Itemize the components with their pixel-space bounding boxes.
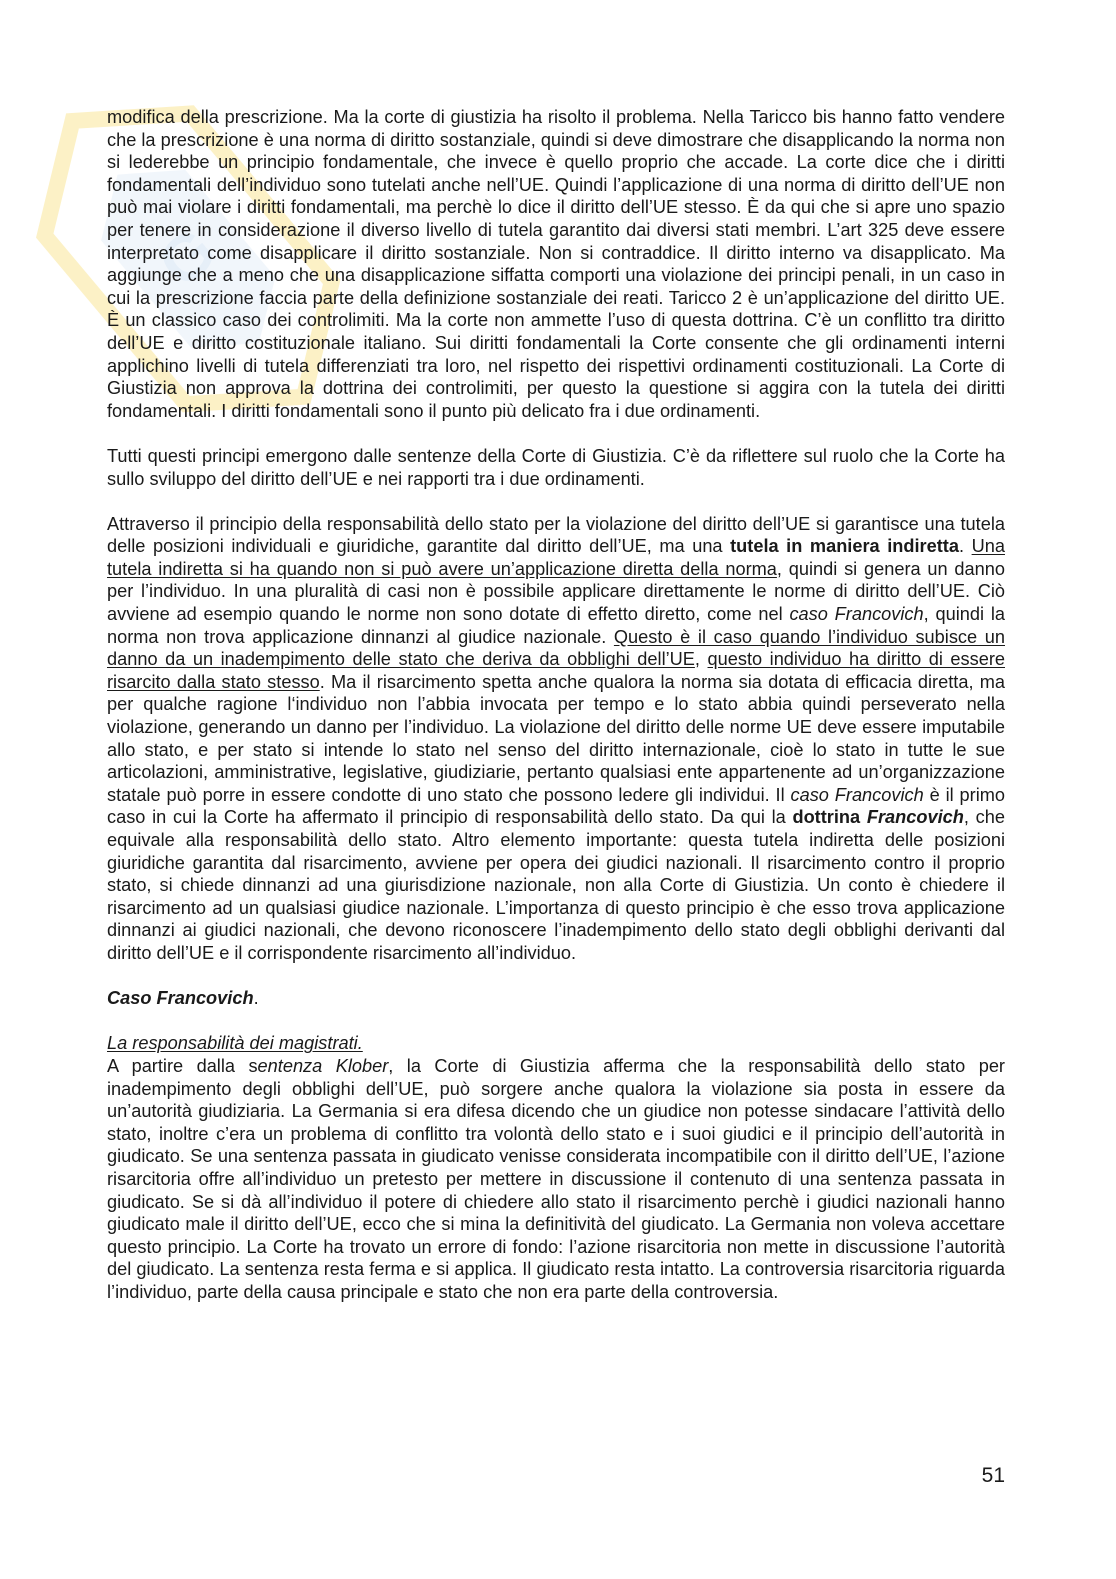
- text-run: .: [958, 536, 972, 557]
- text-run: , che equivale alla responsabilità dello stato. Altro elemento importante: questa tutela indiretta delle posizioni giuridiche garantita dal risarcimento, avviene per opera dei giudici nazionali. Il risarcimento contro il proprio stato, si chiede dinnanzi ad una giurisdizione nazionale, non alla Corte di Giustizia. Un conto è chiedere il risarcimento ad un qualsiasi giudice nazionale. L’importanza di questo principio è che esso trova applicazione dinnanzi ai giudici nazionali, che devono riconoscere l’inadempimento dello stato degli obblighi derivanti dal diritto dell’UE e il corrispondente risarcimento all’individuo.: [107, 807, 1005, 963]
- section-title-caso-francovich: [107, 987, 1005, 1010]
- document-page: [107, 106, 1005, 1303]
- text-run: A partire dalla s: [107, 1055, 258, 1076]
- text-run-bi: Francovich: [866, 807, 964, 828]
- text-run-i: caso Francovich: [789, 604, 924, 625]
- text-run: , quindi la norma non trova applicazione dinnanzi al giudice nazionale.: [107, 604, 1006, 647]
- text-run: ,: [694, 649, 708, 670]
- text-run-u: Questo è il caso quando l’individuo subisce un danno da un inadempimento delle stato che deriva da obblighi dell’UE: [107, 626, 1005, 670]
- svg-text:G: G: [144, 213, 230, 301]
- text-run: , quindi si genera un danno per l’individuo. In una pluralità di casi non è possibile applicare direttamente le norme di diritto dell’UE. Ciò avviene ad esempio quando le norme non sono dotate di effetto diretto, come nel: [107, 558, 1005, 625]
- text-run-b: dottrina: [792, 807, 867, 828]
- text-run-i: caso Francovich: [790, 784, 924, 805]
- paragraph-taricco: [107, 106, 1005, 422]
- text-run: .: [253, 988, 259, 1009]
- text-run-bi: Caso Francovich: [107, 988, 254, 1009]
- text-run: Tutti questi principi emergono dalle sentenze della Corte di Giustizia. C’è da riflettere sul ruolo che la Corte ha sullo sviluppo del diritto dell’UE e nei rapporti tra i due ordinamenti.: [107, 445, 1005, 489]
- text-run: , la Corte di Giustizia afferma che la responsabilità dello stato per inadempimento degli obblighi dell’UE, può sorgere anche qualora la violazione sia posta in essere da un’autorità giudiziaria. La Germania si era difesa dicendo che un giudice non potesse sindacare l’attività dello stato, inoltre c’era un problema di conflitto tra volontà dello stato e i suoi giudici e il principio dell’autorità in giudicato. Se una sentenza passata in giudicato venisse considerata incompatibile con il diritto dell’UE, l’azione risarcitoria offre all’individuo un pretesto per mettere in discussione il contenuto di una sentenza passata in giudicato. Se si dà all’individuo il potere di chiedere allo stato il risarcimento perchè i giudici nazionali hanno giudicato male il diritto dell’UE, ecco che si mina la definitività del giudicato. La Germania non voleva accettare questo principio. La Corte ha trovato un errore di fondo: l’azione risarcitoria non mette in discussione l’autorità del giudicato. La sentenza resta ferma e si applica. Il giudicato resta intatto. La controversia risarcitoria riguarda l’individuo, parte della causa principale e stato che non era parte della controversia.: [107, 1055, 1005, 1302]
- paragraph-principi: [107, 445, 1005, 490]
- page-number: 51: [981, 1464, 1005, 1487]
- text-run-u: questo individuo ha diritto di essere risarcito dalla stato stesso: [107, 649, 1005, 692]
- text-run: è il primo caso in cui la Corte ha affermato il principio di responsabilità dello stato. Da qui la: [107, 784, 1005, 828]
- text-run: Attraverso il principio della responsabilità dello stato per la violazione del diritto dell’UE si garantisce una tutela delle posizioni individuali e giuridiche, garantite dal diritto dell’UE, ma una: [107, 513, 1005, 557]
- text-run-b: tutela in maniera indiretta: [730, 536, 959, 557]
- text-run-i: entenza Klober: [257, 1055, 389, 1076]
- text-run: . Ma il risarcimento spetta anche qualora la norma sia dotata di efficacia diretta, ma per qualche ragione l‘individuo non l’abbia invocata per tempo e lo stato abbia quindi perseverato nella violazione, generando un danno per l’individuo. La violazione del diritto delle norme UE deve essere imputabile allo stato, e per stato si intende lo stato nel senso del diritto internazionale, cioè lo stato in tutte le sue articolazioni, amministrative, legislative, giudiziarie, pertanto qualsiasi ente appartenente ad un’organizzazione statale può porre in essere condotte di uno stato che possono ledere gli individui. Il: [107, 671, 1005, 805]
- paragraph-responsabilita-stato: [107, 513, 1005, 965]
- paragraph-magistrati: [107, 1055, 1005, 1304]
- text-run: modifica della prescrizione. Ma la corte di giustizia ha risolto il problema. Nella Taricco bis hanno fatto vendere che la prescrizione è una norma di diritto sostanziale, quindi si deve dimostrare che disapplicando la norma non si lederebbe un principio fondamentale, che invece è quello proprio che accade. La corte dice che i diritti fondamentali dell’individuo sono tutelati anche nell’UE. Quindi l’applicazione di una norma di diritto dell’UE non può mai violare i diritti fondamentali, ma perchè lo dice il diritto dell’UE stesso. È da qui che si apre uno spazio per tenere in considerazione il diverso livello di tutela garantito dai diversi stati membri. L’art 325 deve essere interpretato come disapplicare il diritto sostanziale. Non si contraddice. Il diritto interno va disapplicato. Ma aggiunge che a meno che una disapplicazione siffatta comporti una violazione dei principi penali, in un caso in cui la prescrizione faccia parte della definizione sostanziale dei reati. Taricco 2 è un’applicazione del diritto UE. È un classico caso dei controlimiti. Ma la corte non ammette l’uso di questa dottrina. C’è un conflitto tra diritto dell’UE e diritto costituzionale italiano. Sui diritti fondamentali la Corte consente che gli ordinamenti interni applichino livelli di tutela differenziati tra loro, nel rispetto dei rispettivi ordinamenti costituzionali. La Corte di Giustizia non approva la dottrina dei controlimiti, per questo la questione si aggira con la tutela dei diritti fondamentali. I diritti fondamentali sono il punto più delicato fra i due ordinamenti.: [107, 107, 1005, 421]
- section-heading-responsabilita-magistrati: La responsabilità dei magistrati.: [107, 1033, 363, 1054]
- text-run-u: Una tutela indiretta si ha quando non si può avere un’applicazione diretta della norma: [107, 536, 1005, 579]
